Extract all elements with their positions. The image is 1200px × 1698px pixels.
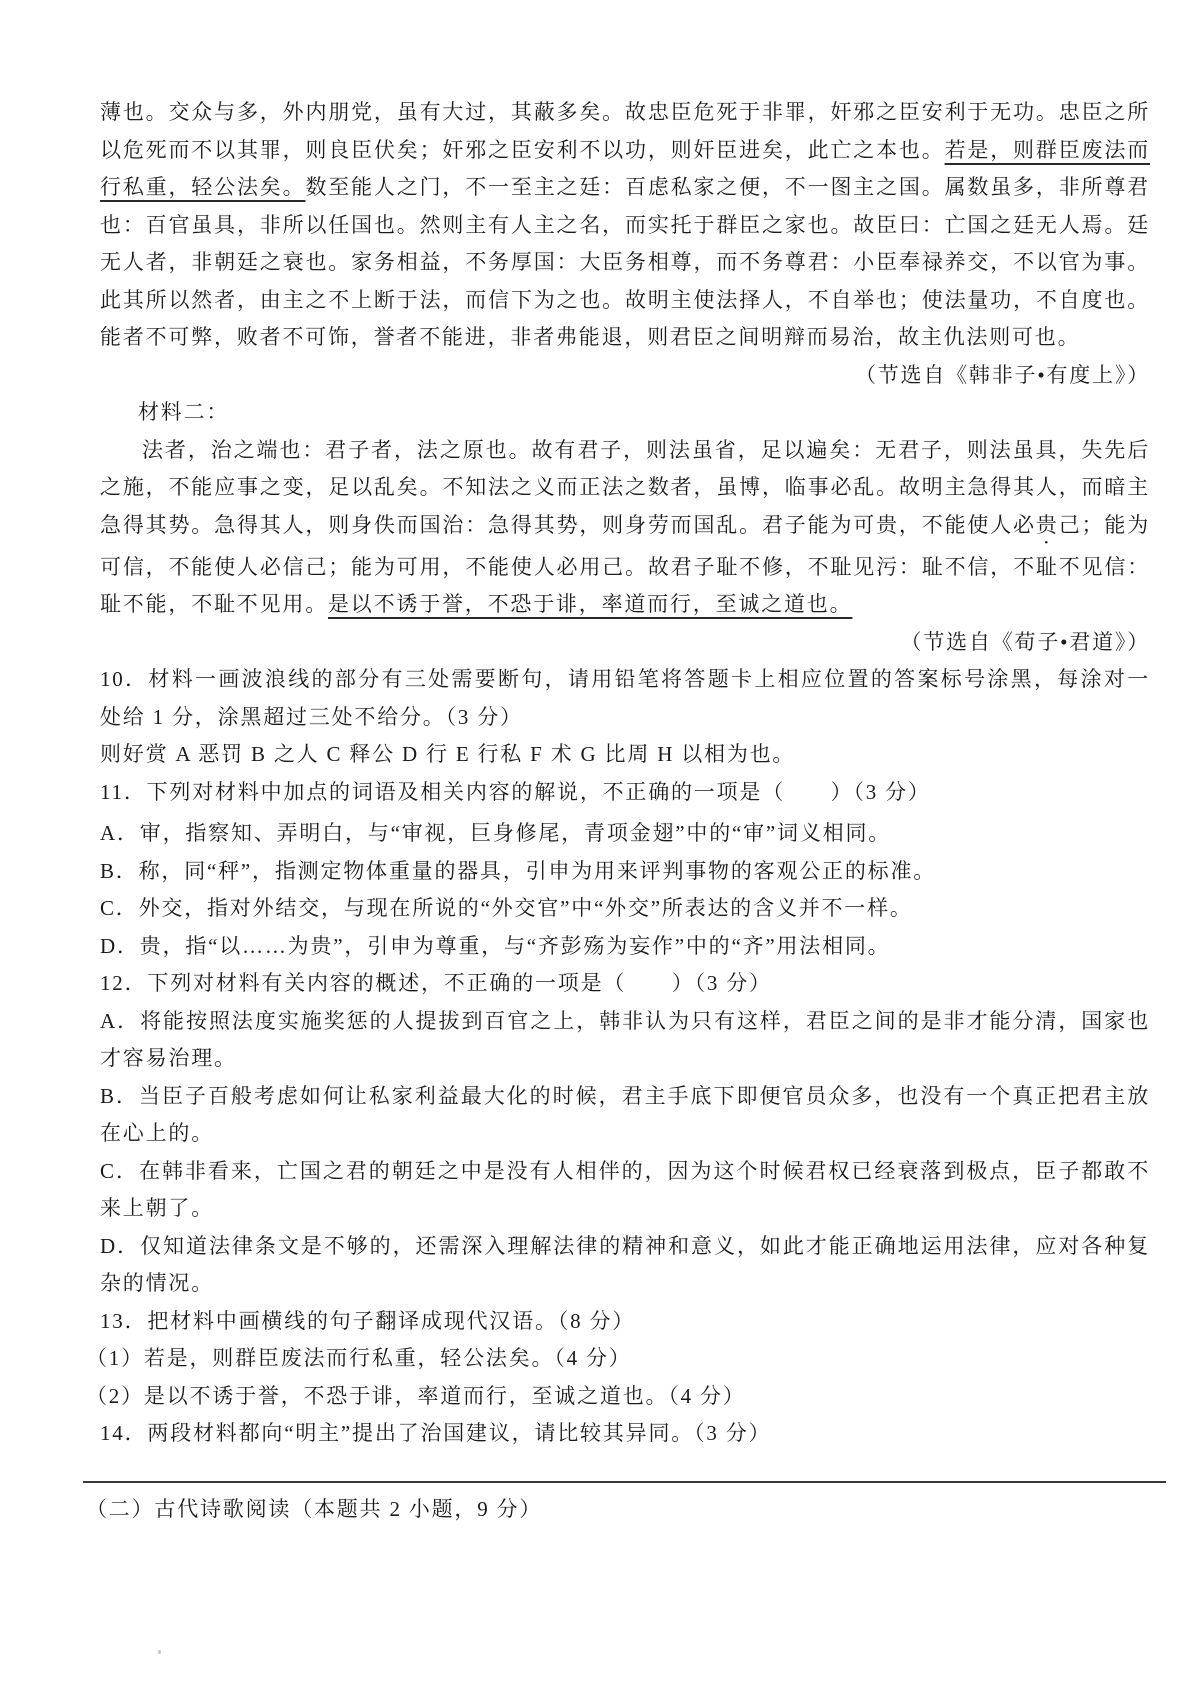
q11-option-b: B．称，同“秤”，指测定物体重量的器具，引申为用来评判事物的客观公正的标准。 — [100, 858, 937, 883]
material2-label: 材料二： — [138, 400, 230, 424]
question-11-stem: 11．下列对材料中加点的词语及相关内容的解说，不正确的一项是（ ）（3 分） — [100, 779, 931, 804]
section-divider-rule — [83, 1481, 1166, 1483]
material1-underlined-sentence: 若是，则群臣废法而行私重，轻公法矣。 — [100, 137, 1150, 199]
material1-text-a: 薄也。交众与多，外内朋党，虽有大过，其蔽多矣。故忠臣危死于非罪，奸邪之臣安利于无功。忠臣之所以危死而不以其罪，则良臣伏矣；奸邪之臣安利不以功，则奸臣进矣，此亡之本也。 — [100, 100, 1150, 162]
material2-paragraph — [100, 432, 1150, 624]
q11-option-a: A．审，指察知、弄明白，与“审视，巨身修尾，青项金翅”中的“审”词义相同。 — [100, 821, 892, 845]
question-12-stem: 12．下列对材料有关内容的概述，不正确的一项是（ ）（3 分） — [100, 971, 772, 995]
question-10-stem: 10．材料一画波浪线的部分有三处需要断句，请用铅笔将答题卡上相应位置的答案标号涂黑，每涂对一处给 1 分，涂黑超过三处不给分。（3 分） — [100, 667, 1150, 729]
q12-option-d: D．仅知道法律条文是不够的，还需深入理解法律的精神和意义，如此才能正确地运用法律，应对各种复杂的情况。 — [100, 1233, 1150, 1295]
question-14-stem: 14．两段材料都向“明主”提出了治国建议，请比较其异同。（3 分） — [100, 1421, 772, 1445]
q12-option-a: A．将能按照法度实施奖惩的人提拔到百官之上，韩非认为只有这样，君臣之间的是非才能分清，国家也才容易治理。 — [100, 1008, 1150, 1070]
q13-item-2: （2）是以不诱于誉，不恐于诽，率道而行，至诚之道也。（4 分） — [86, 1383, 746, 1408]
material2-source: （节选自《荀子•君道》） — [900, 629, 1150, 654]
question-10-sentence: 则好赏 A 恶罚 B 之人 C 释公 D 行 E 行私 F 术 G 比周 H 以相为也。 — [100, 742, 796, 766]
q13-item-1: （1）若是，则群臣废法而行私重，轻公法矣。（4 分） — [86, 1346, 632, 1370]
q12-option-b: B．当臣子百般考虑如何让私家利益最大化的时候，君主手底下即便官员众多，也没有一个真正把君主放在心上的。 — [100, 1083, 1150, 1145]
material2-text-b: 己；能为可信，不能使人必信己；能为可用，不能使人必用己。故君子耻不修，不耻见污：耻不信，不耻不见信：耻不能，不耻不见用。 — [100, 512, 1150, 616]
material2-text-a: 法者，治之端也：君子者，法之原也。故有君子，则法虽省，足以遍矣：无君子，则法虽具，失先后之施，不能应事之变，足以乱矣。不知法之义而正法之数者，虽博，临事必乱。故明主急得其人，而暗主急得其势。急得其人，则身佚而国治：急得其势，则身劳而国乱。君子能为可贵，不能使人必 — [100, 437, 1150, 537]
material1-paragraph — [100, 94, 1150, 357]
q12-option-c: C．在韩非看来，亡国之君的朝廷之中是没有人相伴的，因为这个时候君权已经衰落到极点，臣子都敢不来上朝了。 — [100, 1158, 1150, 1220]
material1-text-b: 数至能人之门，不一至主之廷：百虑私家之便，不一图主之国。属数虽多，非所尊君也：百官虽具，非所以任国也。然则主有人主之名，而实托于群臣之家也。故臣曰：亡国之廷无人焉。廷无人者，非朝廷之衰也。家务相益，不务厚国：大臣务相尊，而不务尊君：小臣奉禄养交，不以官为事。此其所以然者，由主之不上断于法，而信下为之也。故明主使法择人，不自举也；使法量功，不自度也。能者不可弊，败者不可饰，誉者不能进，非者弗能退，则君臣之间明辩而易治，故主仇法则可也。 — [100, 175, 1150, 349]
next-section-heading: （二）古代诗歌阅读（本题共 2 小题，9 分） — [86, 1496, 543, 1521]
material1-source: （节选自《韩非子•有度上》） — [854, 362, 1150, 387]
material2-emphasis-dot-char: 贵 — [1035, 512, 1059, 537]
q11-option-c: C．外交，指对外结交，与现在所说的“外交官”中“外交”所表达的含义并不一样。 — [100, 896, 913, 920]
scan-speck — [158, 1650, 161, 1654]
material2-underlined-sentence: 是以不诱于誉，不恐于诽，率道而行，至诚之道也。 — [328, 592, 853, 616]
question-13-stem: 13．把材料中画横线的句子翻译成现代汉语。（8 分） — [100, 1308, 636, 1333]
q11-option-d: D．贵，指“以……为贵”，引申为尊重，与“齐彭殇为妄作”中的“齐”用法相同。 — [100, 933, 891, 958]
text-column — [86, 94, 1150, 1528]
